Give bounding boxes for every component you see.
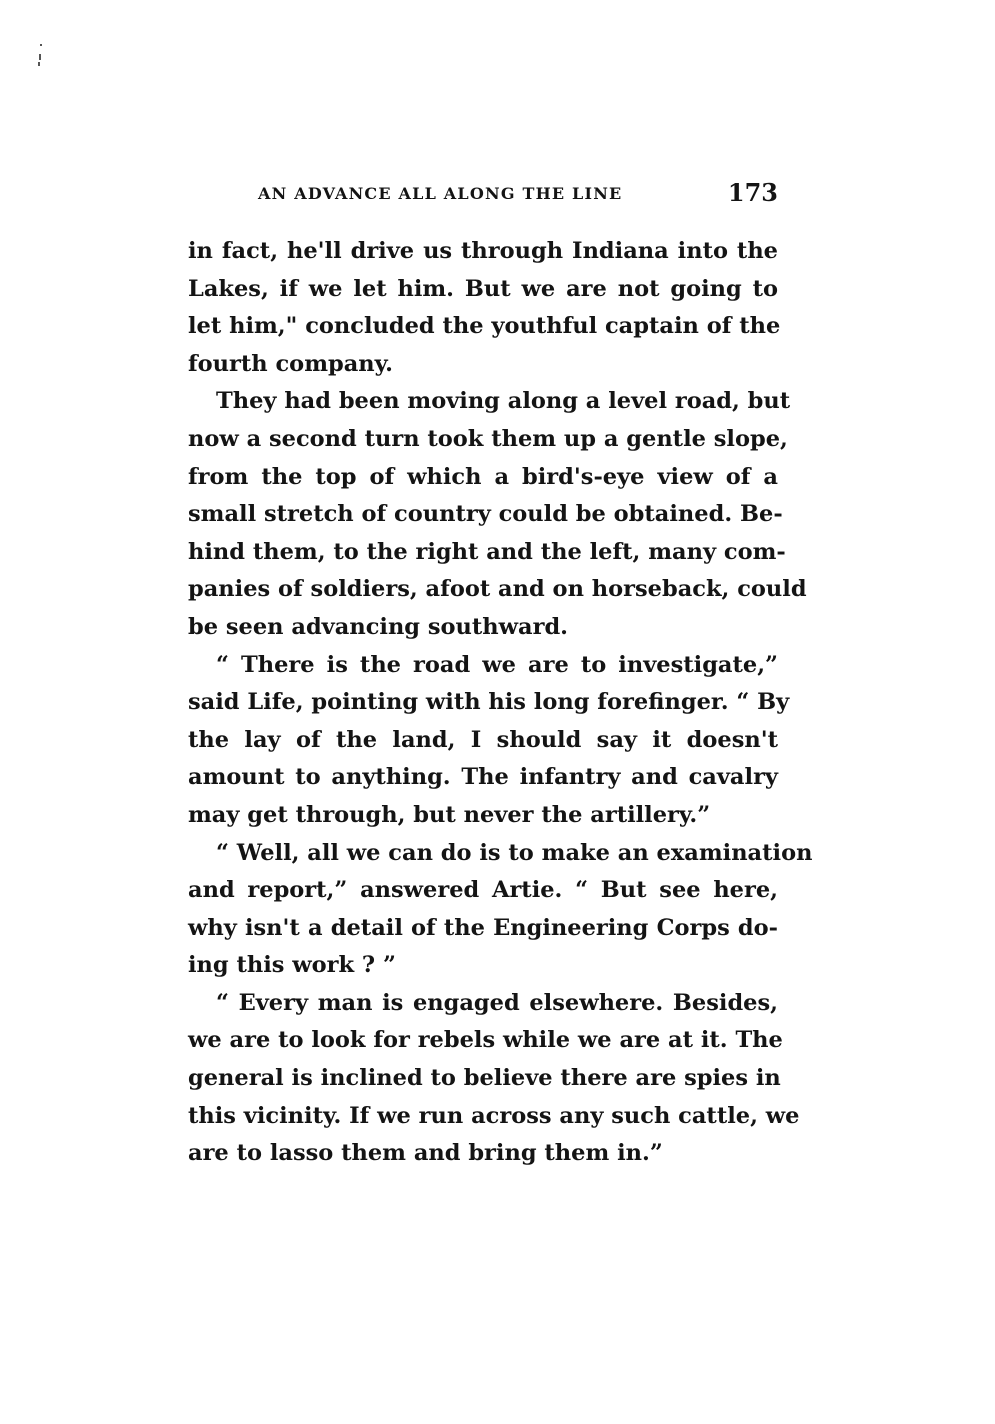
text-line: we are to look for rebels while we are at it. The [188,1027,783,1054]
text-line: let him," concluded the youthful captain of the [188,313,781,340]
page-number: 173 [727,178,778,207]
text-line: now a second turn took them up a gentle slope, [188,425,788,452]
text-line: fourth company. [188,350,393,377]
text-line: and report,” answered Artie. “ But see here, [188,877,778,904]
text-line: be seen advancing southward. [188,613,569,640]
text-line: ing this work ? ” [188,952,396,979]
text-line: “ Well, all we can do is to make an examination [216,839,813,866]
text-line: “ There is the road we are to investigate,” [216,651,778,678]
text-line: small stretch of country could be obtained. Be- [188,501,783,528]
text-line: amount to anything. The infantry and cavalry [188,764,778,791]
running-title: AN ADVANCE ALL ALONG THE LINE [258,184,623,203]
text-line: They had been moving along a level road, but [216,388,791,415]
text-line: why isn't a detail of the Engineering Corps do- [188,914,778,941]
running-head [258,178,778,212]
text-line: may get through, but never the artillery.” [188,801,711,828]
text-line: from the top of which a bird's-eye view of a [188,463,778,490]
text-line: hind them, to the right and the left, many com- [188,538,786,565]
text-line: are to lasso them and bring them in.” [188,1140,663,1167]
text-line: said Life, pointing with his long forefinger. “ By [188,689,790,716]
margin-specks [38,44,44,68]
text-line: in fact, he'll drive us through Indiana into the [188,238,778,264]
text-line: panies of soldiers, afoot and on horseback, could [188,576,807,603]
text-line: “ Every man is engaged elsewhere. Besides, [216,989,778,1016]
text-line: Lakes, if we let him. But we are not going to [188,275,778,302]
text-line: this vicinity. If we run across any such cattle, we [188,1102,800,1129]
body-text [188,233,813,1173]
text-line: general is inclined to believe there are spies in [188,1065,781,1092]
text-line: the lay of the land, I should say it doesn't [188,726,778,753]
